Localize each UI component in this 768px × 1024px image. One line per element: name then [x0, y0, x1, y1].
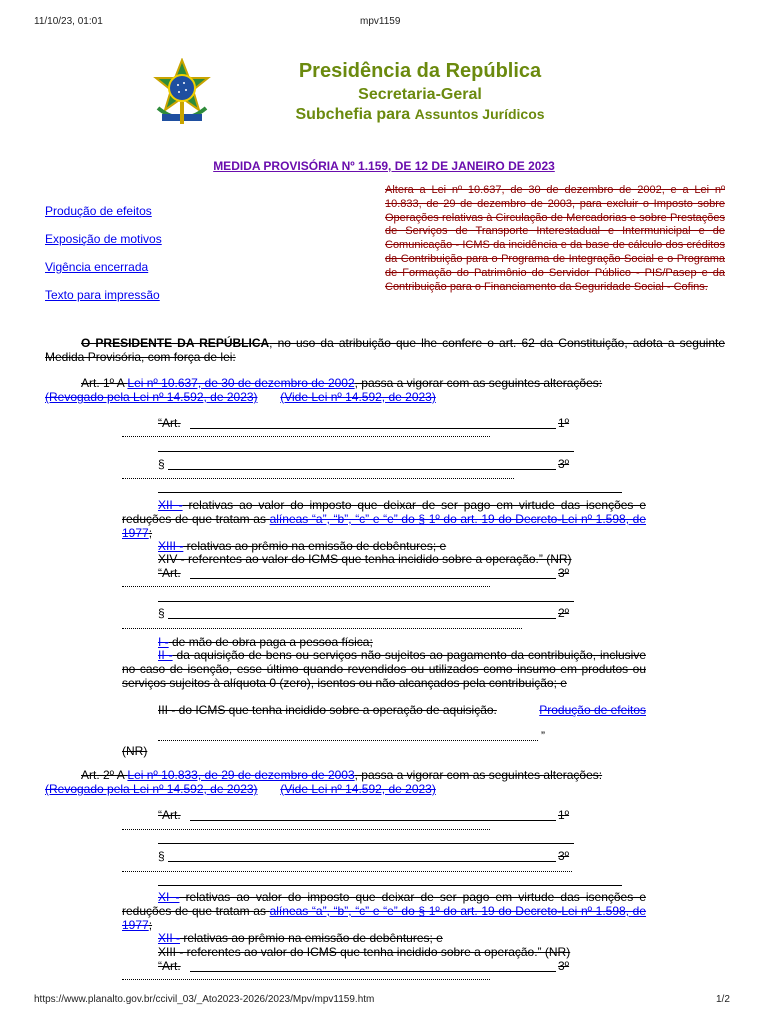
header-presidencia: Presidência da República	[298, 60, 542, 82]
print-page-number: 1/2	[716, 994, 730, 1005]
divider	[168, 861, 556, 862]
art1-par-num: 3º	[558, 457, 570, 471]
art2-xiii: XIII - referentes ao valor do ICMS que tenha incidido sobre a operação.” (NR)	[158, 945, 571, 959]
divider	[158, 843, 574, 844]
art2-xi-text: relativas ao valor do imposto que deixar de ser pago em virtude das isenções e reduções de que tratam as	[122, 890, 647, 918]
ellipsis-line	[122, 979, 490, 980]
art1-iii-link-wrap	[122, 703, 646, 717]
art2-suffix: , passa a vigorar com as seguintes alterações:	[354, 768, 603, 782]
art2-art3-label: “Art.	[158, 959, 181, 973]
art2-art3-num: 3º	[558, 959, 570, 973]
sidebar-links	[45, 204, 245, 302]
art1-art-label: “Art.	[158, 416, 181, 430]
art1-art3-label: “Art.	[158, 566, 181, 580]
art2-xii	[158, 931, 443, 945]
art2-decreto-link[interactable]: alíneas “a”, “b”, “c” e “e” do § 1º do art. 19 do Decreto-Lei nº 1.598, de 1977	[122, 904, 647, 932]
art1-revogado-link[interactable]: (Revogado pela Lei nº 14.592, de 2023)	[45, 390, 258, 404]
art1-i-text: de mão de obra paga a pessoa física;	[168, 635, 373, 649]
art1-ii-text: da aquisição de bens ou serviços não sujeitos ao pagamento da contribuição, inclusive no caso de isenção, esse último quando revendidos ou utilizados como insumo em produtos ou serviços sujeitos à alíquota 0 (zero), isentos ou não alcançados pela contribuição; e	[122, 648, 646, 690]
art1-closing-quote: ”	[541, 729, 545, 743]
art1-xii	[122, 498, 646, 540]
ellipsis-line	[122, 871, 572, 872]
link-exposicao-motivos[interactable]: Exposição de motivos	[45, 232, 162, 246]
link-vigencia-encerrada[interactable]: Vigência encerrada	[45, 260, 149, 274]
art1-ii-link[interactable]: II -	[158, 648, 173, 662]
header-subchefia	[230, 106, 610, 124]
art1-xiv: XIV - referentes ao valor do ICMS que tenha incidido sobre a operação.” (NR)	[158, 552, 572, 566]
ellipsis-line	[158, 740, 538, 741]
divider	[158, 601, 574, 602]
mp-title-wrap	[0, 157, 768, 175]
art1-iii: III - do ICMS que tenha incidido sobre a operação de aquisição.	[158, 703, 497, 717]
art2-xi-link[interactable]: XI -	[158, 890, 180, 904]
art1-xiii-text: relativas ao prêmio na emissão de debêntures; e	[183, 539, 447, 553]
art2-xi	[122, 890, 646, 932]
art1-notes	[45, 390, 725, 404]
ellipsis-line	[122, 829, 490, 830]
art2-notes	[45, 782, 725, 796]
print-doc-title: mpv1159	[360, 16, 401, 27]
divider	[168, 469, 556, 470]
preamble-rest: , no uso da atribuição que lhe confere o art. 62 da Constituição, adota a seguinte Medida Provisória, com força de lei:	[45, 336, 725, 364]
art1-i	[158, 635, 373, 649]
art1-ii	[122, 648, 646, 690]
art1-nr: (NR)	[122, 744, 148, 758]
link-texto-impressao[interactable]: Texto para impressão	[45, 288, 160, 302]
link-producao-efeitos[interactable]: Produção de efeitos	[45, 204, 152, 218]
preamble-bold: O PRESIDENTE DA REPÚBLICA	[81, 336, 270, 350]
coat-of-arms-emblem	[150, 58, 214, 130]
divider	[158, 492, 622, 493]
art2-xi-end: ;	[148, 918, 153, 932]
art2-art-num: 1º	[558, 808, 570, 822]
divider	[158, 451, 574, 452]
art1-vide-link[interactable]: (Vide Lei nº 14.592, de 2023)	[280, 390, 436, 404]
art1-heading	[45, 376, 725, 390]
header-subchefia-a: Subchefia para	[295, 106, 411, 123]
divider	[190, 971, 556, 972]
art1-xii-link[interactable]: XII -	[158, 498, 183, 512]
art1-producao-link[interactable]: Produção de efeitos	[539, 703, 646, 717]
art2-vide-link[interactable]: (Vide Lei nº 14.592, de 2023)	[280, 782, 436, 796]
art2-art-label: “Art.	[158, 808, 181, 822]
print-url: https://www.planalto.gov.br/ccivil_03/_Ato2023-2026/2023/Mpv/mpv1159.htm	[34, 994, 375, 1005]
ellipsis-line	[122, 478, 514, 479]
art1-decreto-link[interactable]: alíneas “a”, “b”, “c” e “e” do § 1º do art. 19 do Decreto-Lei nº 1.598, de 1977	[122, 512, 647, 540]
ellipsis-line	[122, 586, 490, 587]
art1-par2-label: §	[158, 606, 165, 620]
art1-xii-text: relativas ao valor do imposto que deixar de ser pago em virtude das isenções e reduções de que tratam as	[122, 498, 646, 526]
art1-xii-end: ;	[148, 526, 153, 540]
art1-art-num: 1º	[558, 416, 570, 430]
art2-xii-link[interactable]: XII -	[158, 931, 181, 945]
art2-prefix: Art. 2º A	[81, 768, 128, 782]
art1-i-link[interactable]: I -	[158, 635, 169, 649]
art1-prefix: Art. 1º A	[81, 376, 128, 390]
art2-xii-text: relativas ao prêmio na emissão de debêntures; e	[180, 931, 443, 945]
art1-par2-num: 2º	[558, 606, 570, 620]
art2-heading	[45, 768, 725, 782]
art2-law-link[interactable]: Lei nº 10.833, de 29 de dezembro de 2003	[127, 768, 355, 782]
header-subchefia-b: Assuntos Jurídicos	[414, 106, 545, 122]
print-timestamp: 11/10/23, 01:01	[34, 16, 103, 27]
divider	[190, 428, 556, 429]
art2-revogado-link[interactable]: (Revogado pela Lei nº 14.592, de 2023)	[45, 782, 258, 796]
art1-suffix: , passa a vigorar com as seguintes alterações:	[354, 376, 603, 390]
ellipsis-line	[122, 628, 522, 629]
divider	[158, 885, 622, 886]
preamble	[45, 336, 725, 364]
art1-xiii-link[interactable]: XIII -	[158, 539, 184, 553]
art1-par-label: §	[158, 457, 165, 471]
art1-art3-num: 3º	[558, 566, 570, 580]
art2-par-label: §	[158, 849, 165, 863]
header-secretaria: Secretaria-Geral	[358, 86, 482, 103]
ellipsis-line	[122, 436, 490, 437]
art2-par-num: 3º	[558, 849, 570, 863]
ementa: Altera a Lei nº 10.637, de 30 de dezembro de 2002, e a Lei nº 10.833, de 29 de dezembro de 2003, para excluir o Imposto sobre Operações relativas à Circulação de Mercadorias e sobre Prestações de Serviços de Transporte Interestadual e Intermunicipal e de Comunicação - ICMS da incidência e da base de cálculo dos créditos da Contribuição para o Programa de Integração Social e o Programa de Formação do Patrimônio do Servidor Público - PIS/Pasep e da Contribuição para o Financiamento da Seguridade Social - Cofins.	[385, 184, 725, 293]
art1-xiii	[158, 539, 446, 553]
art1-law-link[interactable]: Lei nº 10.637, de 30 de dezembro de 2002	[127, 376, 355, 390]
mp-title[interactable]: MEDIDA PROVISÓRIA Nº 1.159, DE 12 DE JANEIRO DE 2023	[213, 159, 555, 173]
divider	[168, 618, 556, 619]
divider	[190, 820, 556, 821]
divider	[190, 578, 556, 579]
